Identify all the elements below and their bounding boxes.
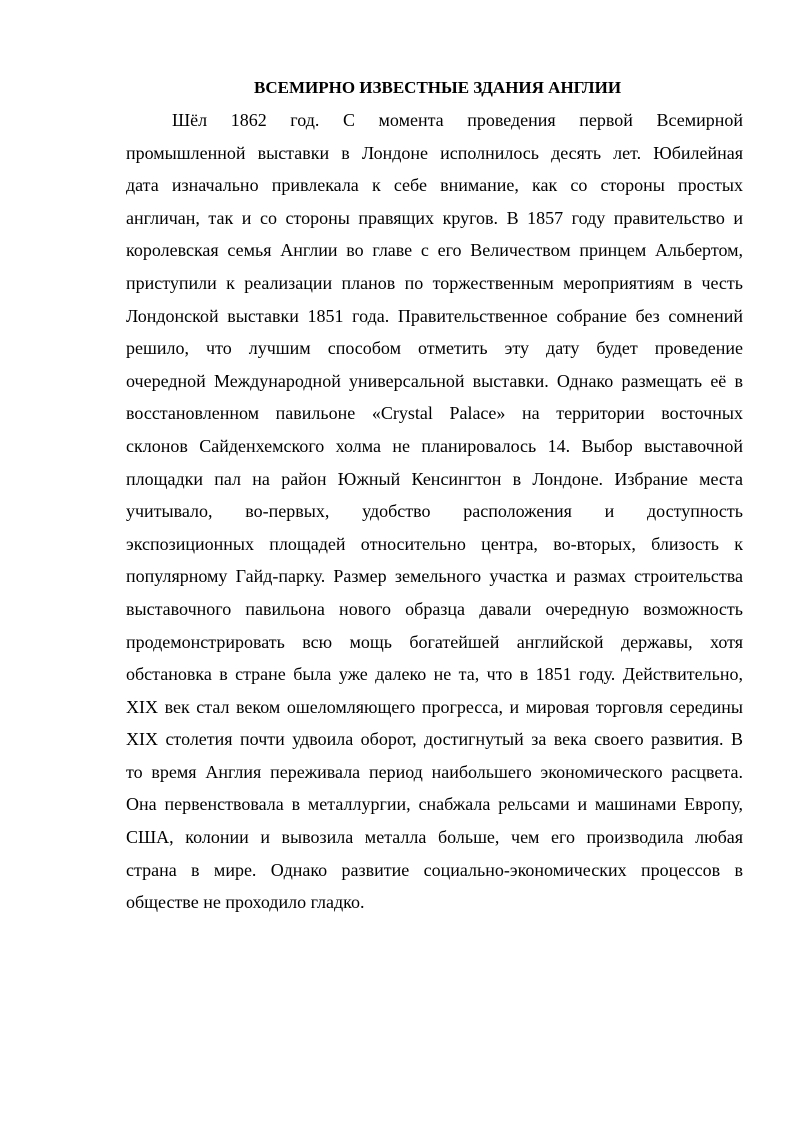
text-line: популярному Гайд-парку. Размер земельного участка и размах строительства	[126, 566, 743, 587]
text-line: Лондонской выставки 1851 года. Правительственное собрание без сомнений	[126, 305, 743, 326]
text-line: Шёл 1862 год. С момента проведения первой Всемирной	[172, 110, 743, 130]
document-title: ВСЕМИРНО ИЗВЕСТНЫЕ ЗДАНИЯ АНГЛИИ	[254, 78, 622, 97]
text-line: страна в мире. Однако развитие социально-экономических процессов в	[126, 859, 743, 880]
text-line: промышленной выставки в Лондоне исполнилось десять лет. Юбилейная	[126, 142, 743, 163]
text-line: Она первенствовала в металлургии, снабжала рельсами и машинами Европу,	[126, 794, 743, 815]
text-line: склонов Сайденхемского холма не планировалось 14. Выбор выставочной	[126, 435, 743, 456]
text-line: дата изначально привлекала к себе внимание, как со стороны простых	[126, 175, 743, 196]
text-line: восстановленном павильоне «Crystal Palace» на территории восточных	[126, 403, 743, 424]
text-line: экспозиционных площадей относительно центра, во-вторых, близость к	[126, 533, 743, 554]
text-line: продемонстрировать всю мощь богатейшей английской державы, хотя	[126, 631, 743, 652]
text-line: очередной Международной универсальной выставки. Однако размещать её в	[126, 370, 743, 391]
text-line: США, колонии и вывозила металла больше, чем его производила любая	[126, 827, 743, 848]
text-line: учитывало, во-первых, удобство расположения и доступность	[126, 501, 743, 522]
text-line: обстановка в стране была уже далеко не та, что в 1851 году. Действительно,	[126, 664, 743, 685]
text-line: решило, что лучшим способом отметить эту дату будет проведение	[126, 338, 743, 359]
text-line: выставочного павильона нового образца давали очередную возможность	[126, 598, 743, 619]
text-line: королевская семья Англии во главе с его Величеством принцем Альбертом,	[126, 240, 743, 261]
text-line: XIX столетия почти удвоила оборот, достигнутый за века своего развития. В	[126, 729, 743, 750]
text-line: площадки пал на район Южный Кенсингтон в Лондоне. Избрание места	[126, 468, 743, 489]
text-line: XIX век стал веком ошеломляющего прогресса, и мировая торговля середины	[126, 696, 743, 717]
text-line: англичан, так и со стороны правящих кругов. В 1857 году правительство и	[126, 207, 743, 228]
text-line: обществе не проходило гладко.	[126, 892, 365, 913]
text-line: приступили к реализации планов по торжественным мероприятиям в честь	[126, 272, 743, 293]
text-line: то время Англия переживала период наибольшего экономического расцвета.	[126, 761, 743, 782]
document-body	[126, 104, 743, 919]
